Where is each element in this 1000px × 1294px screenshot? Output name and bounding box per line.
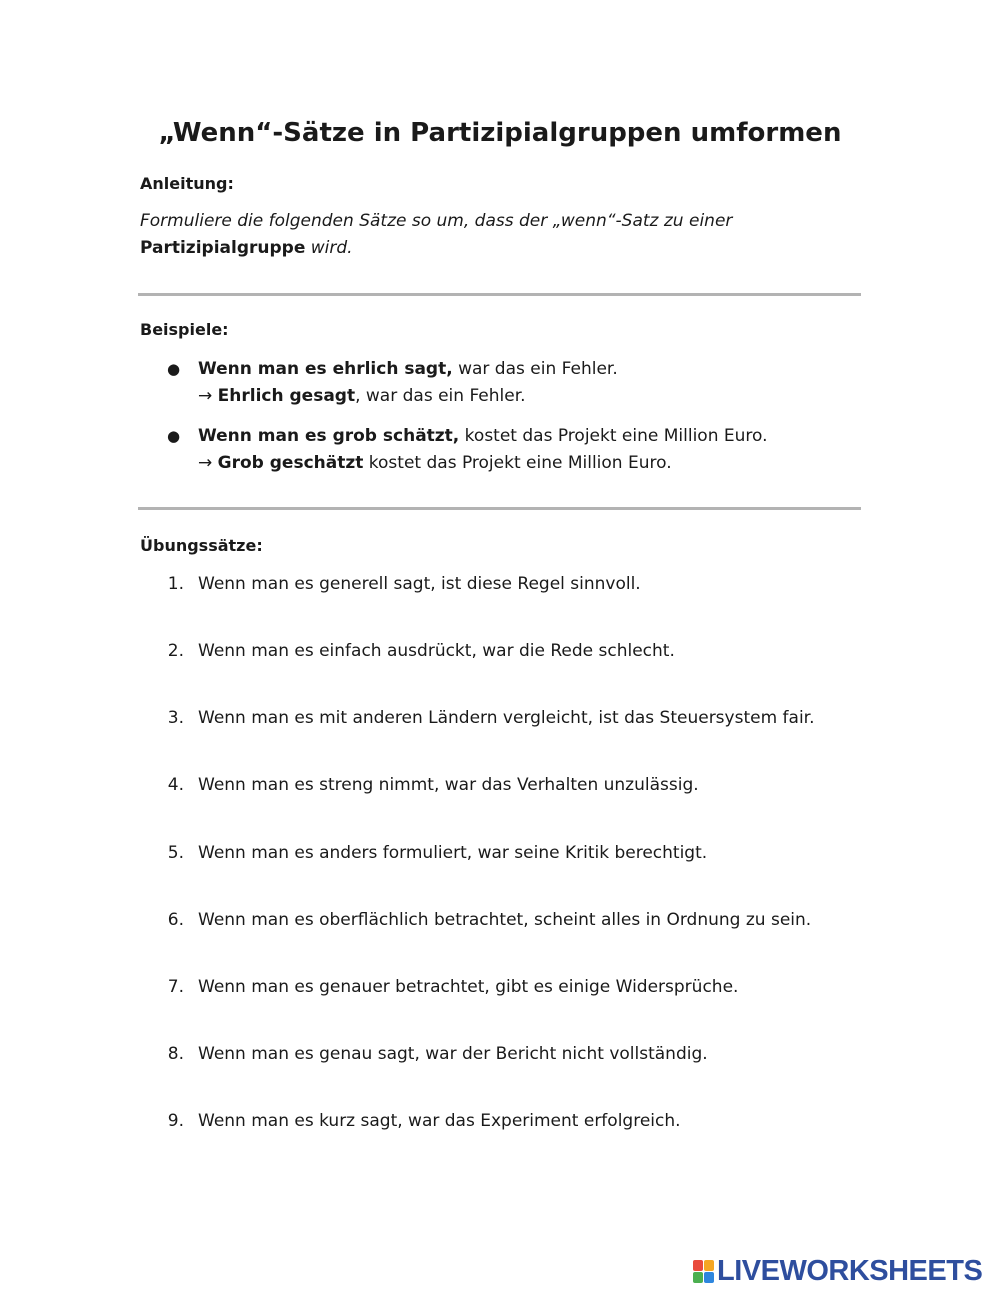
page-title: „Wenn“-Sätze in Partizipialgruppen umformen xyxy=(158,118,842,148)
exercise-text: Wenn man es einfach ausdrückt, war die Rede schlecht. xyxy=(198,641,675,661)
exercise-text: Wenn man es genau sagt, war der Bericht nicht vollständig. xyxy=(198,1044,708,1064)
divider xyxy=(138,507,861,510)
exercise-number: 9. xyxy=(167,1111,184,1131)
exercise-text: Wenn man es anders formuliert, war seine Kritik berechtigt. xyxy=(198,843,708,863)
bullet-icon: ● xyxy=(167,427,181,445)
exercise-number: 2. xyxy=(167,641,184,661)
examples-heading: Beispiele: xyxy=(140,320,229,339)
exercise-number: 1. xyxy=(167,574,184,594)
exercise-text: Wenn man es kurz sagt, war das Experiment erfolgreich. xyxy=(198,1111,681,1131)
divider xyxy=(138,293,861,296)
exercise-number: 6. xyxy=(167,910,184,930)
exercise-number: 4. xyxy=(167,775,184,795)
liveworksheets-logo[interactable] xyxy=(693,1256,982,1286)
example-source: Wenn man es ehrlich sagt, war das ein Fehler. xyxy=(198,359,618,379)
example-source: Wenn man es grob schätzt, kostet das Projekt eine Million Euro. xyxy=(198,426,768,446)
example-result: → Ehrlich gesagt, war das ein Fehler. xyxy=(198,386,526,406)
arrow-icon: → xyxy=(198,386,213,406)
exercise-text: Wenn man es oberflächlich betrachtet, scheint alles in Ordnung zu sein. xyxy=(198,910,812,930)
instructions-heading: Anleitung: xyxy=(140,174,234,193)
bullet-icon: ● xyxy=(167,360,181,378)
exercise-number: 3. xyxy=(167,708,184,728)
exercise-number: 7. xyxy=(167,977,184,997)
exercise-text: Wenn man es mit anderen Ländern vergleicht, ist das Steuersystem fair. xyxy=(198,708,815,728)
exercise-text: Wenn man es streng nimmt, war das Verhalten unzulässig. xyxy=(198,775,699,795)
instructions-text: Formuliere die folgenden Sätze so um, dass der „wenn“-Satz zu einer Partizipialgruppe wird. xyxy=(140,211,733,258)
exercise-number: 8. xyxy=(167,1044,184,1064)
exercises-heading: Übungssätze: xyxy=(140,536,263,555)
exercise-number: 5. xyxy=(167,843,184,863)
logo-text: LIVEWORKSHEETS xyxy=(717,1254,983,1287)
example-result: → Grob geschätzt kostet das Projekt eine Million Euro. xyxy=(198,453,672,473)
liveworksheets-logo-icon xyxy=(693,1260,714,1283)
exercise-text: Wenn man es generell sagt, ist diese Regel sinnvoll. xyxy=(198,574,641,594)
arrow-icon: → xyxy=(198,453,213,473)
exercise-text: Wenn man es genauer betrachtet, gibt es einige Widersprüche. xyxy=(198,977,739,997)
instructions-bold-term: Partizipialgruppe xyxy=(140,238,306,258)
